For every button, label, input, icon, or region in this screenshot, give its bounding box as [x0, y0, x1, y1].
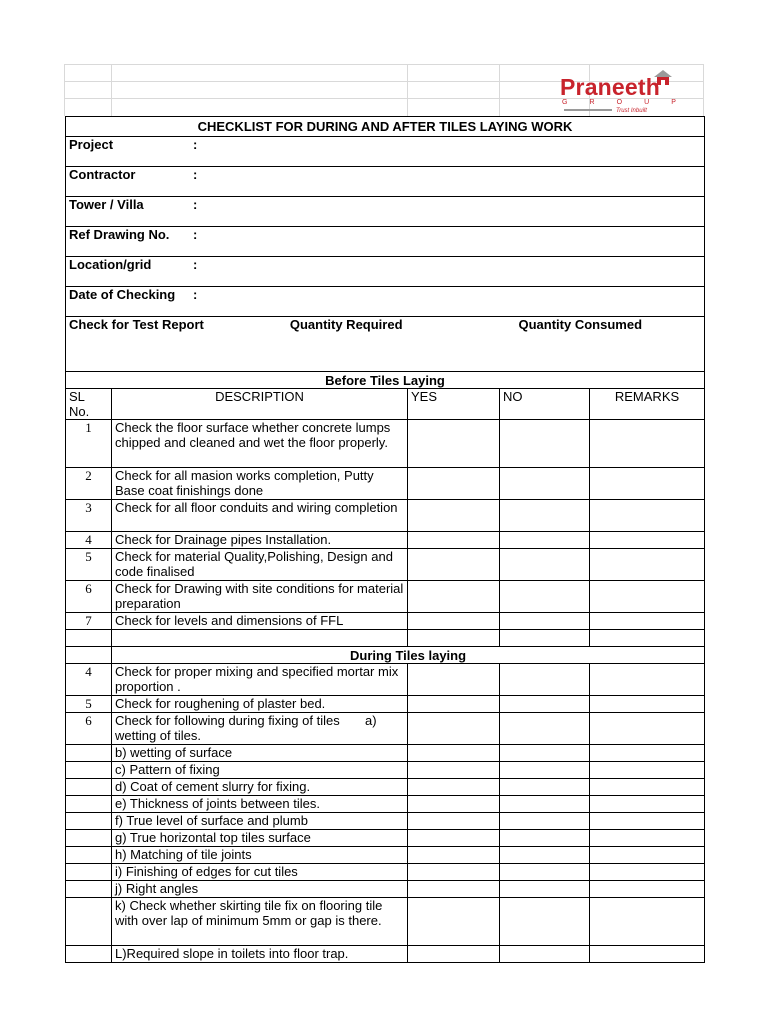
col-sl-no: SL No.: [66, 389, 112, 420]
row-description: k) Check whether skirting tile fix on flooring tile with over lap of minimum 5mm or gap is there.: [112, 898, 408, 946]
checklist-form: [65, 116, 705, 963]
remarks-cell[interactable]: [590, 762, 705, 779]
row-description: Check for following during fixing of tiles a) wetting of tiles.: [112, 713, 408, 745]
row-description: Check for all masion works completion, Putty Base coat finishings done: [112, 468, 408, 500]
yes-cell[interactable]: [408, 762, 500, 779]
no-cell[interactable]: [500, 500, 590, 532]
row-sl: [66, 864, 112, 881]
row-sl: 6: [66, 581, 112, 613]
row-sl: [66, 813, 112, 830]
remarks-cell[interactable]: [590, 549, 705, 581]
field-date-of-checking[interactable]: Date of Checking :: [66, 287, 705, 317]
row-sl: [66, 881, 112, 898]
remarks-cell[interactable]: [590, 864, 705, 881]
row-description: g) True horizontal top tiles surface: [112, 830, 408, 847]
remarks-cell[interactable]: [590, 468, 705, 500]
yes-cell[interactable]: [408, 830, 500, 847]
no-cell[interactable]: [500, 946, 590, 963]
remarks-cell[interactable]: [590, 500, 705, 532]
row-sl: [66, 847, 112, 864]
test-report-label: Check for Test Report Quantity Required: [66, 317, 408, 372]
remarks-cell[interactable]: [590, 813, 705, 830]
col-description: DESCRIPTION: [112, 389, 408, 420]
row-sl: [66, 762, 112, 779]
no-cell[interactable]: [500, 581, 590, 613]
col-yes: YES: [408, 389, 500, 420]
yes-cell[interactable]: [408, 847, 500, 864]
row-sl: 5: [66, 549, 112, 581]
row-description: Check for Drawing with site conditions for material preparation: [112, 581, 408, 613]
no-cell[interactable]: [500, 613, 590, 630]
remarks-cell[interactable]: [590, 779, 705, 796]
row-sl: [66, 745, 112, 762]
no-cell[interactable]: [500, 549, 590, 581]
row-sl: 2: [66, 468, 112, 500]
row-description: d) Coat of cement slurry for fixing.: [112, 779, 408, 796]
no-cell[interactable]: [500, 898, 590, 946]
row-description: Check for Drainage pipes Installation.: [112, 532, 408, 549]
row-sl: 4: [66, 532, 112, 549]
yes-cell[interactable]: [408, 630, 500, 647]
yes-cell[interactable]: [408, 549, 500, 581]
remarks-cell[interactable]: [590, 532, 705, 549]
yes-cell[interactable]: [408, 796, 500, 813]
row-description: h) Matching of tile joints: [112, 847, 408, 864]
remarks-cell[interactable]: [590, 847, 705, 864]
yes-cell[interactable]: [408, 420, 500, 468]
yes-cell[interactable]: [408, 532, 500, 549]
row-sl: [66, 796, 112, 813]
section-during-tiles: During Tiles laying: [112, 647, 705, 664]
no-cell[interactable]: [500, 745, 590, 762]
row-description: L)Required slope in toilets into floor trap.: [112, 946, 408, 963]
row-sl: 3: [66, 500, 112, 532]
yes-cell[interactable]: [408, 898, 500, 946]
field-ref-drawing[interactable]: Ref Drawing No. :: [66, 227, 705, 257]
row-description: Check for levels and dimensions of FFL: [112, 613, 408, 630]
no-cell[interactable]: [500, 779, 590, 796]
logo-tagline: Trust Inbuilt: [616, 108, 647, 114]
row-description: Check for all floor conduits and wiring completion: [112, 500, 408, 532]
row-description: f) True level of surface and plumb: [112, 813, 408, 830]
row-sl: 4: [66, 664, 112, 696]
remarks-cell[interactable]: [590, 796, 705, 813]
yes-cell[interactable]: [408, 696, 500, 713]
row-description: c) Pattern of fixing: [112, 762, 408, 779]
no-cell[interactable]: [500, 532, 590, 549]
no-cell[interactable]: [500, 881, 590, 898]
quantity-consumed-label: Quantity Consumed: [408, 317, 705, 372]
row-description: b) wetting of surface: [112, 745, 408, 762]
yes-cell[interactable]: [408, 881, 500, 898]
remarks-cell[interactable]: [590, 664, 705, 696]
yes-cell[interactable]: [408, 713, 500, 745]
remarks-cell[interactable]: [590, 581, 705, 613]
remarks-cell[interactable]: [590, 613, 705, 630]
section-before-tiles: Before Tiles Laying: [66, 372, 705, 389]
no-cell[interactable]: [500, 468, 590, 500]
row-description: e) Thickness of joints between tiles.: [112, 796, 408, 813]
yes-cell[interactable]: [408, 500, 500, 532]
yes-cell[interactable]: [408, 946, 500, 963]
yes-cell[interactable]: [408, 864, 500, 881]
no-cell[interactable]: [500, 813, 590, 830]
empty-cell: [112, 630, 408, 647]
remarks-cell[interactable]: [590, 696, 705, 713]
row-description: Check for material Quality,Polishing, Design and code finalised: [112, 549, 408, 581]
remarks-cell[interactable]: [590, 713, 705, 745]
field-tower-villa[interactable]: Tower / Villa :: [66, 197, 705, 227]
row-sl: [66, 779, 112, 796]
no-cell[interactable]: [500, 713, 590, 745]
row-description: j) Right angles: [112, 881, 408, 898]
col-remarks: REMARKS: [590, 389, 705, 420]
row-description: Check the floor surface whether concrete lumps chipped and cleaned and wet the floor properly.: [112, 420, 408, 468]
yes-cell[interactable]: [408, 468, 500, 500]
row-description: Check for proper mixing and specified mortar mix proportion .: [112, 664, 408, 696]
field-project[interactable]: Project :: [66, 137, 705, 167]
no-cell[interactable]: [500, 830, 590, 847]
remarks-cell[interactable]: [590, 898, 705, 946]
company-logo: [556, 68, 682, 114]
no-cell[interactable]: [500, 762, 590, 779]
no-cell[interactable]: [500, 696, 590, 713]
no-cell[interactable]: [500, 847, 590, 864]
no-cell[interactable]: [500, 664, 590, 696]
row-description: Check for roughening of plaster bed.: [112, 696, 408, 713]
no-cell[interactable]: [500, 630, 590, 647]
row-sl: [66, 946, 112, 963]
empty-cell: [66, 647, 112, 664]
remarks-cell[interactable]: [590, 745, 705, 762]
logo-wordmark: Praneeth: [560, 74, 661, 100]
no-cell[interactable]: [500, 420, 590, 468]
remarks-cell[interactable]: [590, 420, 705, 468]
row-sl: 1: [66, 420, 112, 468]
logo-bar: [564, 109, 612, 111]
row-description: i) Finishing of edges for cut tiles: [112, 864, 408, 881]
row-sl: 7: [66, 613, 112, 630]
yes-cell[interactable]: [408, 813, 500, 830]
remarks-cell[interactable]: [590, 881, 705, 898]
row-sl: [66, 830, 112, 847]
yes-cell[interactable]: [408, 779, 500, 796]
field-contractor[interactable]: Contractor :: [66, 167, 705, 197]
remarks-cell[interactable]: [590, 830, 705, 847]
logo-group-letters: G R O U P: [562, 99, 676, 106]
row-sl: 6: [66, 713, 112, 745]
row-sl: 5: [66, 696, 112, 713]
remarks-cell[interactable]: [590, 630, 705, 647]
col-no: NO: [500, 389, 590, 420]
form-title: CHECKLIST FOR DURING AND AFTER TILES LAYING WORK: [66, 117, 705, 137]
yes-cell[interactable]: [408, 664, 500, 696]
row-sl: [66, 898, 112, 946]
remarks-cell[interactable]: [590, 946, 705, 963]
yes-cell[interactable]: [408, 613, 500, 630]
yes-cell[interactable]: [408, 745, 500, 762]
empty-cell: [66, 630, 112, 647]
no-cell[interactable]: [500, 796, 590, 813]
no-cell[interactable]: [500, 864, 590, 881]
yes-cell[interactable]: [408, 581, 500, 613]
field-location-grid[interactable]: Location/grid :: [66, 257, 705, 287]
